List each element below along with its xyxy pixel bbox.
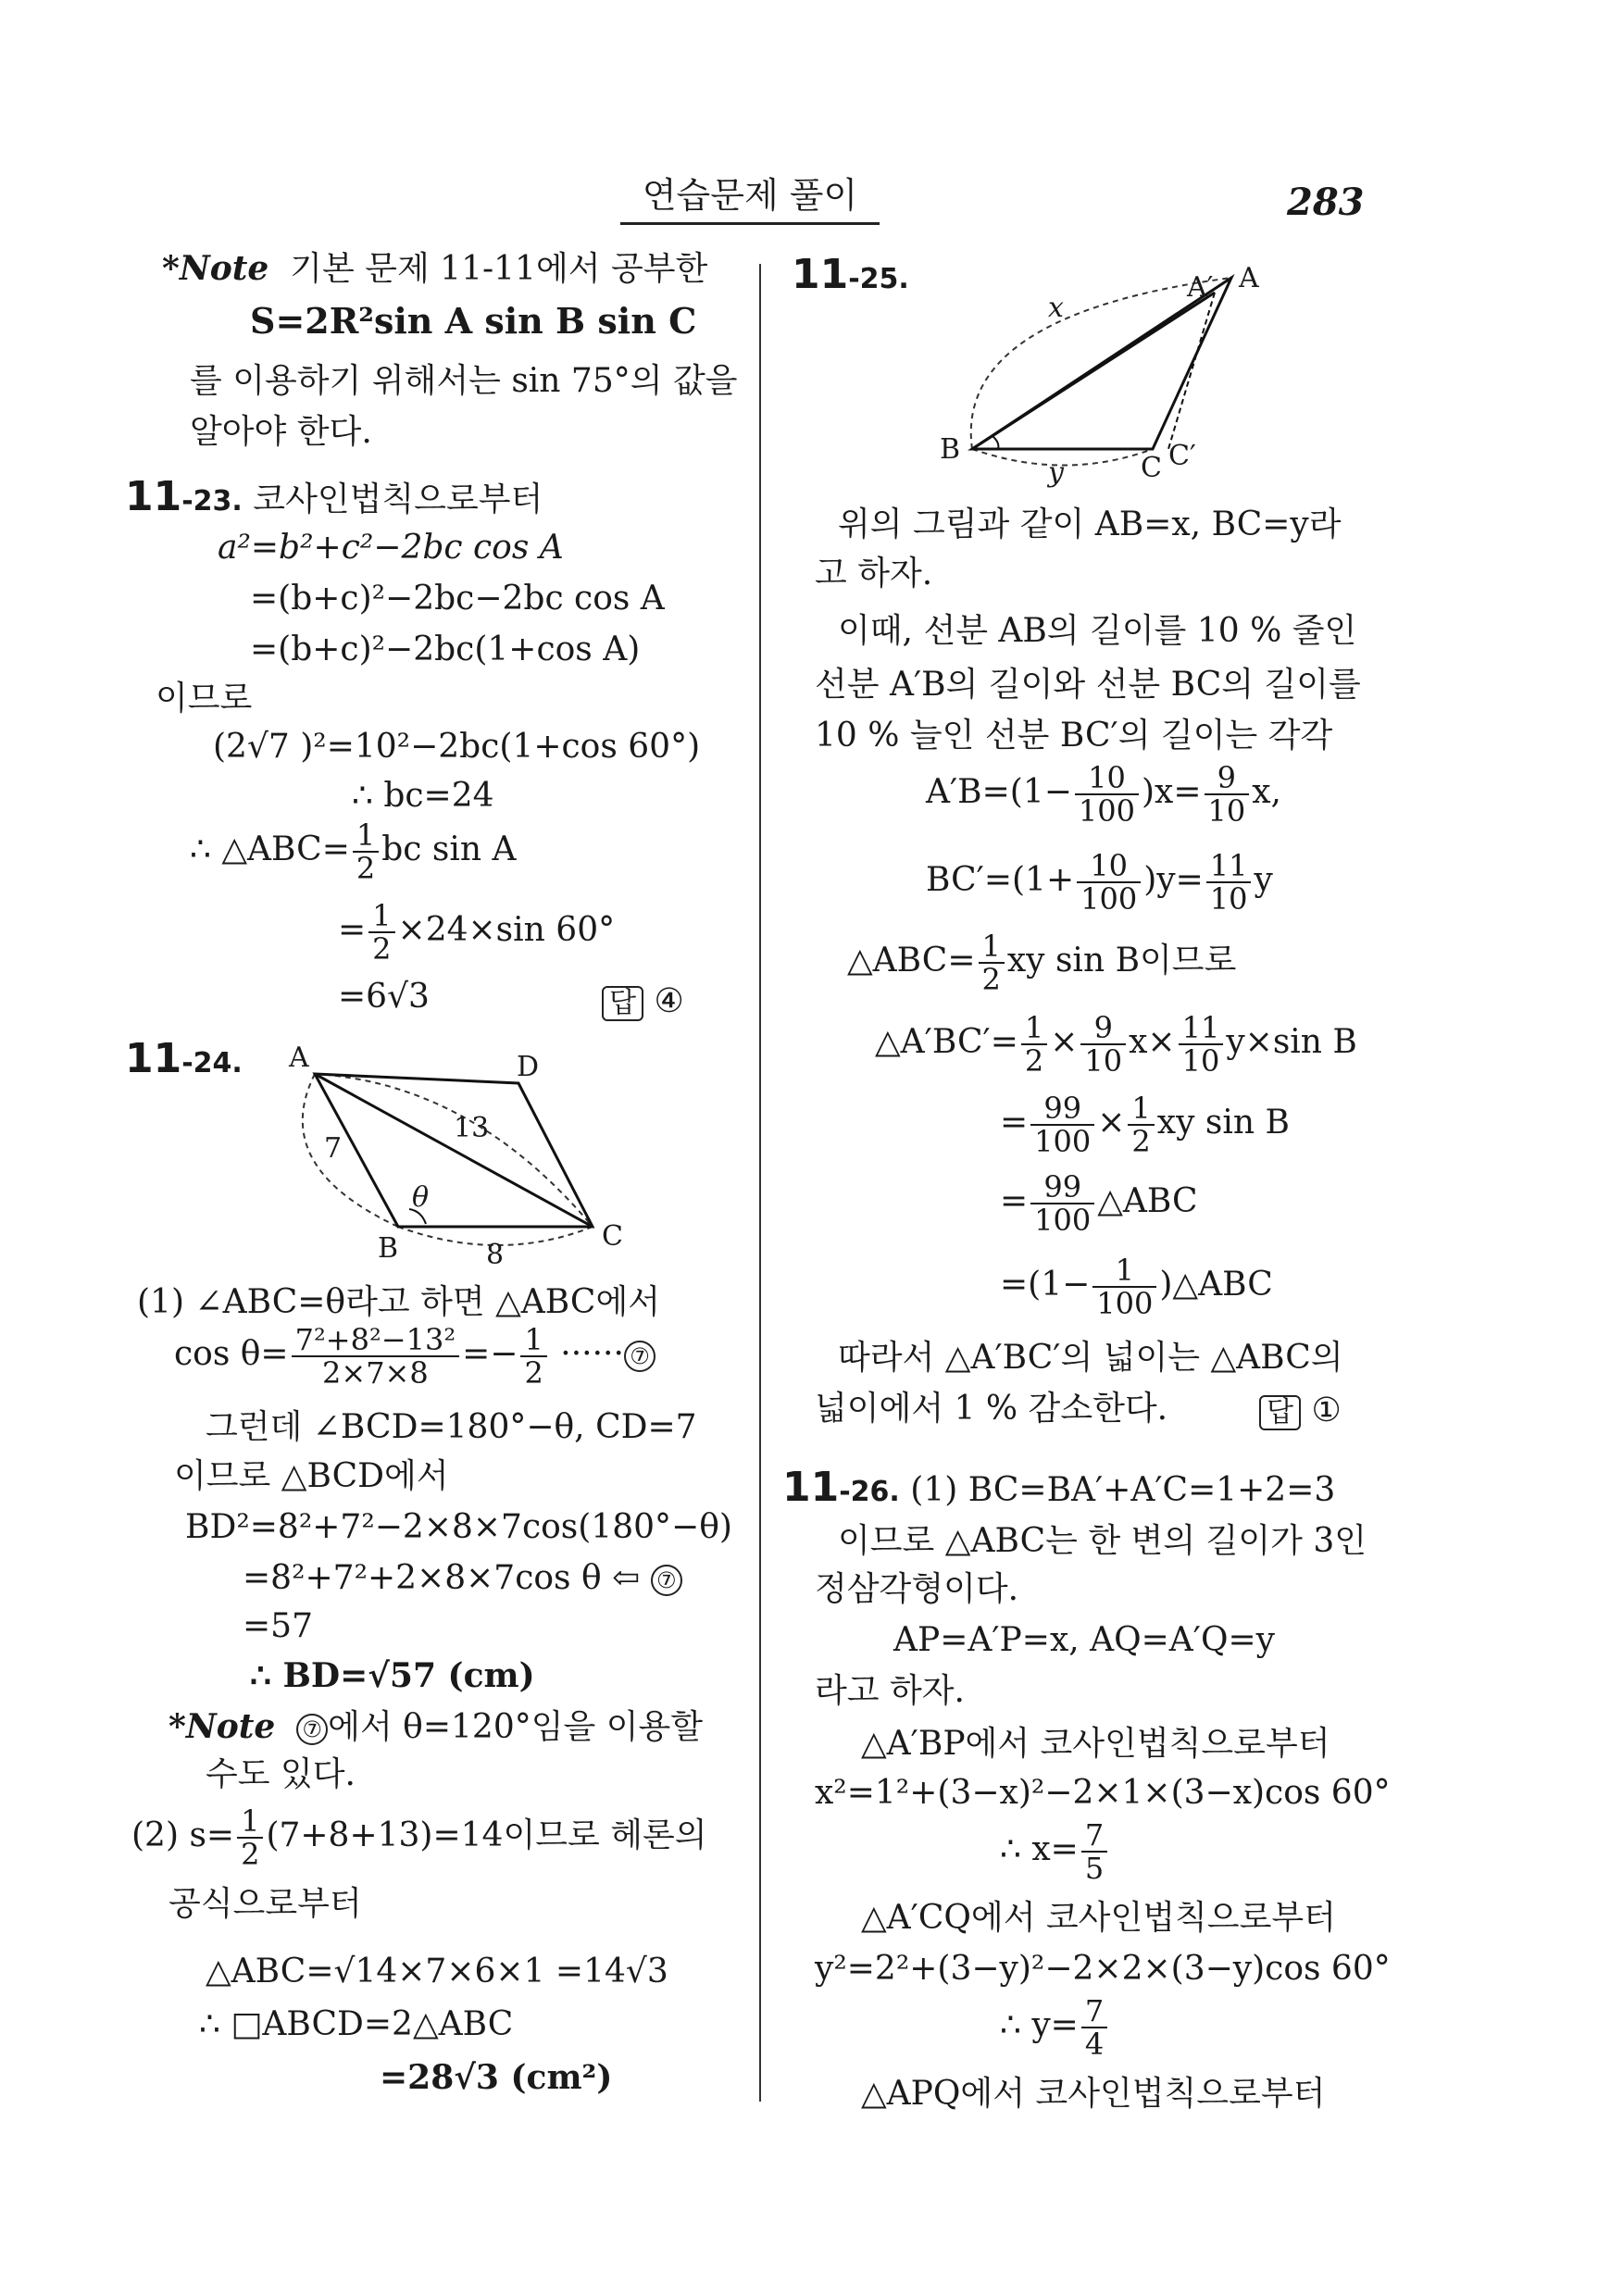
numerator: 9 bbox=[1205, 762, 1250, 795]
equation bbox=[131, 1805, 707, 1870]
note-text: 기본 문제 11-11에서 공부한 bbox=[290, 250, 708, 288]
parallelogram-figure bbox=[268, 1028, 657, 1268]
eq-part: ×24×sin 60° bbox=[397, 911, 616, 949]
equation: (2√7 )²=10²−2bc(1+cos 60°) bbox=[213, 728, 701, 766]
equation: a²=b²+c²−2bc cos A bbox=[218, 529, 564, 567]
vertex-label-c-prime: C′ bbox=[1168, 440, 1196, 472]
eq-part: y×sin B bbox=[1226, 1023, 1357, 1061]
problem-heading bbox=[782, 1464, 1336, 1513]
denominator: 10 bbox=[1207, 793, 1246, 829]
solution-line: 10 % 늘인 선분 BC′의 길이는 각각 bbox=[815, 717, 1333, 755]
eq-part: xy sin B bbox=[1156, 1104, 1290, 1142]
note-label: *Note bbox=[162, 249, 269, 288]
denominator: 2 bbox=[981, 962, 1001, 997]
eq-part: × bbox=[1097, 1104, 1126, 1142]
numerator: 10 bbox=[1075, 762, 1139, 795]
arc-label-x: x bbox=[1048, 292, 1064, 324]
numerator: 1 bbox=[1092, 1254, 1156, 1288]
solution-line: (1) ∠ABC=θ라고 하면 △ABC에서 bbox=[137, 1283, 660, 1321]
note-line bbox=[162, 248, 707, 290]
eq-part: (2) s= bbox=[131, 1816, 235, 1854]
solution-line: △A′BP에서 코사인법칙으로부터 bbox=[861, 1725, 1330, 1763]
equation bbox=[243, 1558, 682, 1599]
fraction bbox=[1077, 850, 1141, 915]
equation: BD²=8²+7²−2×8×7cos(180°−θ) bbox=[185, 1508, 732, 1546]
denominator: 10 bbox=[1084, 1043, 1123, 1079]
fraction bbox=[1128, 1092, 1154, 1157]
eq-part: )△ABC bbox=[1159, 1266, 1273, 1304]
fraction bbox=[1075, 762, 1139, 827]
note-label: *Note bbox=[169, 1707, 276, 1746]
equation bbox=[1000, 1171, 1198, 1236]
vertex-label-c: C bbox=[602, 1220, 623, 1253]
denominator: 2 bbox=[1131, 1124, 1151, 1159]
note-text: 에서 θ=120°임을 이용할 bbox=[328, 1708, 704, 1746]
vertex-label-a: A bbox=[1239, 262, 1259, 294]
problem-number: 11 bbox=[125, 1035, 182, 1082]
denominator: 5 bbox=[1084, 1851, 1105, 1886]
fraction bbox=[1030, 1092, 1094, 1157]
fraction bbox=[1081, 1995, 1107, 2060]
equation bbox=[875, 1012, 1357, 1077]
denominator: 2 bbox=[241, 1837, 260, 1872]
vertex-label-c: C bbox=[1141, 452, 1162, 484]
problem-suffix: -23. bbox=[181, 485, 243, 518]
numerator: 11 bbox=[1179, 1012, 1224, 1045]
equation: x²=1²+(3−x)²−2×1×(3−x)cos 60° bbox=[815, 1774, 1391, 1812]
note-text: 를 이용하기 위해서는 sin 75°의 값을 bbox=[190, 362, 738, 400]
denominator: 2 bbox=[1024, 1043, 1044, 1079]
eq-part: △A′BC′= bbox=[875, 1023, 1018, 1061]
text-line: 이므로 bbox=[156, 680, 253, 718]
column-divider bbox=[759, 264, 761, 2102]
marker-icon: ⑦ bbox=[296, 1714, 328, 1745]
denominator: 100 bbox=[1096, 1286, 1154, 1321]
vertex-label-d: D bbox=[517, 1051, 540, 1083]
fraction bbox=[1081, 1819, 1107, 1884]
fraction bbox=[1021, 1012, 1047, 1077]
denominator: 2 bbox=[372, 931, 392, 967]
solution-line: △A′CQ에서 코사인법칙으로부터 bbox=[861, 1899, 1336, 1937]
equation bbox=[190, 819, 517, 884]
equation bbox=[174, 1324, 655, 1389]
vertex-label-a-prime: A′ bbox=[1187, 271, 1214, 304]
numerator: 7²+8²−13² bbox=[292, 1324, 460, 1357]
problem-suffix: -25. bbox=[848, 263, 909, 295]
numerator: 1 bbox=[979, 930, 1005, 964]
diagonal-label-ac: 13 bbox=[454, 1112, 490, 1144]
eq-part: ∴ x= bbox=[1000, 1830, 1079, 1868]
fraction bbox=[1030, 1171, 1094, 1236]
eq-part: =8²+7²+2×8×7cos θ ⇦ bbox=[243, 1559, 641, 1597]
equation: ∴ bc=24 bbox=[352, 777, 494, 815]
eq-part: =− bbox=[462, 1335, 518, 1373]
solution-line: 정삼각형이다. bbox=[815, 1570, 1019, 1608]
fraction bbox=[1205, 762, 1250, 827]
answer-value: ④ bbox=[654, 982, 684, 1020]
eq-part: ······ bbox=[560, 1335, 624, 1373]
triangle-figure bbox=[917, 259, 1287, 491]
fraction bbox=[1179, 1012, 1224, 1077]
problem-heading bbox=[125, 1035, 243, 1084]
fraction bbox=[979, 930, 1005, 995]
fraction bbox=[353, 819, 379, 884]
numerator: 1 bbox=[368, 900, 394, 933]
denominator: 100 bbox=[1034, 1203, 1092, 1238]
fraction bbox=[1206, 850, 1252, 915]
numerator: 1 bbox=[520, 1324, 546, 1357]
solution-line: 선분 A′B의 길이와 선분 BC의 길이를 bbox=[815, 666, 1361, 704]
eq-part: × bbox=[1050, 1023, 1079, 1061]
marker-icon: ⑦ bbox=[651, 1565, 682, 1596]
equation bbox=[1000, 1092, 1290, 1157]
numerator: 1 bbox=[1021, 1012, 1047, 1045]
vertex-label-b: B bbox=[378, 1232, 399, 1265]
answer-box bbox=[602, 981, 684, 1022]
problem-suffix: -26. bbox=[839, 1476, 900, 1508]
angle-label: θ bbox=[412, 1181, 430, 1214]
problem-text: 코사인법칙으로부터 bbox=[253, 480, 543, 518]
equation bbox=[926, 762, 1281, 827]
solution-line: 넓이에서 1 % 감소한다. bbox=[815, 1390, 1168, 1428]
eq-part: y bbox=[1254, 861, 1273, 899]
note-text: 알아야 한다. bbox=[190, 413, 372, 451]
arc-label-y: y bbox=[1048, 456, 1064, 489]
answer-label: 답 bbox=[1259, 1395, 1301, 1430]
solution-line: 고 하자. bbox=[815, 555, 933, 593]
fraction bbox=[292, 1324, 460, 1389]
eq-part: △ABC= bbox=[847, 942, 976, 980]
denominator: 2 bbox=[524, 1355, 543, 1391]
equation: AP=A′P=x, AQ=A′Q=y bbox=[893, 1621, 1275, 1659]
numerator: 10 bbox=[1077, 850, 1141, 883]
eq-part: =(1− bbox=[1000, 1266, 1091, 1304]
section-title: 연습문제 풀이 bbox=[620, 168, 880, 225]
fraction bbox=[368, 900, 394, 965]
problem-heading bbox=[792, 251, 909, 300]
equation: y²=2²+(3−y)²−2×2×(3−y)cos 60° bbox=[815, 1950, 1391, 1988]
problem-heading bbox=[125, 473, 543, 522]
equation bbox=[338, 900, 615, 965]
eq-part: A′B=(1− bbox=[926, 773, 1072, 811]
problem-number: 11 bbox=[782, 1464, 840, 1511]
equation: =6√3 bbox=[338, 978, 430, 1016]
solution-line: △APQ에서 코사인법칙으로부터 bbox=[861, 2075, 1326, 2113]
eq-part: ∴ y= bbox=[1000, 2006, 1079, 2044]
equation: =28√3 (cm²) bbox=[380, 2058, 613, 2097]
problem-suffix: -24. bbox=[181, 1047, 243, 1079]
equation: △ABC=√14×7×6×1 =14√3 bbox=[206, 1953, 668, 1990]
note-text: 수도 있다. bbox=[206, 1755, 356, 1793]
note-line bbox=[169, 1706, 703, 1748]
equation: ∴ BD=√57 (cm) bbox=[250, 1656, 535, 1695]
denominator: 4 bbox=[1084, 2027, 1105, 2062]
eq-part: xy sin B이므로 bbox=[1006, 942, 1237, 980]
side-label-bc: 8 bbox=[486, 1239, 505, 1268]
marker-icon: ⑦ bbox=[624, 1341, 655, 1372]
eq-part: = bbox=[1000, 1104, 1029, 1142]
problem-number: 11 bbox=[792, 251, 849, 298]
eq-part: x× bbox=[1129, 1023, 1176, 1061]
numerator: 1 bbox=[353, 819, 379, 853]
fraction bbox=[520, 1324, 546, 1389]
eq-part: )x= bbox=[1141, 773, 1202, 811]
equation: ∴ □ABCD=2△ABC bbox=[199, 2005, 514, 2043]
fraction bbox=[237, 1805, 263, 1870]
eq-part: △ABC bbox=[1097, 1182, 1198, 1220]
answer-box bbox=[1259, 1391, 1342, 1431]
numerator: 99 bbox=[1030, 1092, 1094, 1126]
eq-part: = bbox=[338, 911, 367, 949]
denominator: 2 bbox=[356, 851, 376, 886]
eq-part: (7+8+13)=14이므로 헤론의 bbox=[266, 1816, 707, 1854]
equation bbox=[1000, 1254, 1273, 1319]
solution-line: 공식으로부터 bbox=[169, 1885, 362, 1923]
numerator: 1 bbox=[237, 1805, 263, 1839]
eq-part: bc sin A bbox=[381, 830, 517, 868]
numerator: 7 bbox=[1081, 1819, 1107, 1853]
numerator: 11 bbox=[1206, 850, 1252, 883]
solution-line: 이므로 △ABC는 한 변의 길이가 3인 bbox=[838, 1522, 1367, 1560]
equation bbox=[847, 930, 1236, 995]
equation: =(b+c)²−2bc(1+cos A) bbox=[250, 630, 641, 668]
denominator: 100 bbox=[1078, 793, 1135, 829]
numerator: 1 bbox=[1128, 1092, 1154, 1126]
fraction bbox=[1092, 1254, 1156, 1319]
denominator: 100 bbox=[1034, 1124, 1092, 1159]
eq-part: )y= bbox=[1143, 861, 1204, 899]
equation: =(b+c)²−2bc−2bc cos A bbox=[250, 580, 665, 618]
eq-part: cos θ= bbox=[174, 1335, 289, 1373]
note-formula: S=2R²sin A sin B sin C bbox=[250, 300, 697, 342]
denominator: 2×7×8 bbox=[322, 1355, 429, 1391]
numerator: 7 bbox=[1081, 1995, 1107, 2028]
eq-part: ∴ △ABC= bbox=[190, 830, 350, 868]
solution-line: 이므로 △BCD에서 bbox=[174, 1457, 449, 1495]
problem-number: 11 bbox=[125, 473, 182, 520]
numerator: 99 bbox=[1030, 1171, 1094, 1204]
solution-line: 따라서 △A′BC′의 넓이는 △ABC의 bbox=[838, 1339, 1343, 1377]
equation: =57 bbox=[243, 1607, 313, 1645]
solution-line: 이때, 선분 AB의 길이를 10 % 줄인 bbox=[838, 612, 1357, 650]
eq-part: BC′=(1+ bbox=[926, 861, 1075, 899]
answer-value: ① bbox=[1311, 1391, 1342, 1429]
vertex-label-b: B bbox=[940, 433, 961, 466]
eq-part: = bbox=[1000, 1182, 1029, 1220]
eq-part: x, bbox=[1252, 773, 1281, 811]
solution-line: 그런데 ∠BCD=180°−θ, CD=7 bbox=[206, 1408, 697, 1446]
page-number: 283 bbox=[1287, 181, 1365, 224]
side-label-ab: 7 bbox=[324, 1132, 343, 1165]
denominator: 10 bbox=[1209, 881, 1248, 917]
solution-line: 라고 하자. bbox=[815, 1672, 965, 1710]
equation bbox=[926, 850, 1273, 915]
numerator: 9 bbox=[1080, 1012, 1126, 1045]
fraction bbox=[1080, 1012, 1126, 1077]
denominator: 100 bbox=[1080, 881, 1138, 917]
solution-line: 위의 그림과 같이 AB=x, BC=y라 bbox=[838, 505, 1342, 543]
answer-label: 답 bbox=[602, 986, 643, 1021]
solution-line: (1) BC=BA′+A′C=1+2=3 bbox=[910, 1471, 1336, 1509]
denominator: 10 bbox=[1181, 1043, 1220, 1079]
equation bbox=[1000, 1819, 1110, 1884]
equation bbox=[1000, 1995, 1110, 2060]
vertex-label-a: A bbox=[289, 1042, 309, 1074]
